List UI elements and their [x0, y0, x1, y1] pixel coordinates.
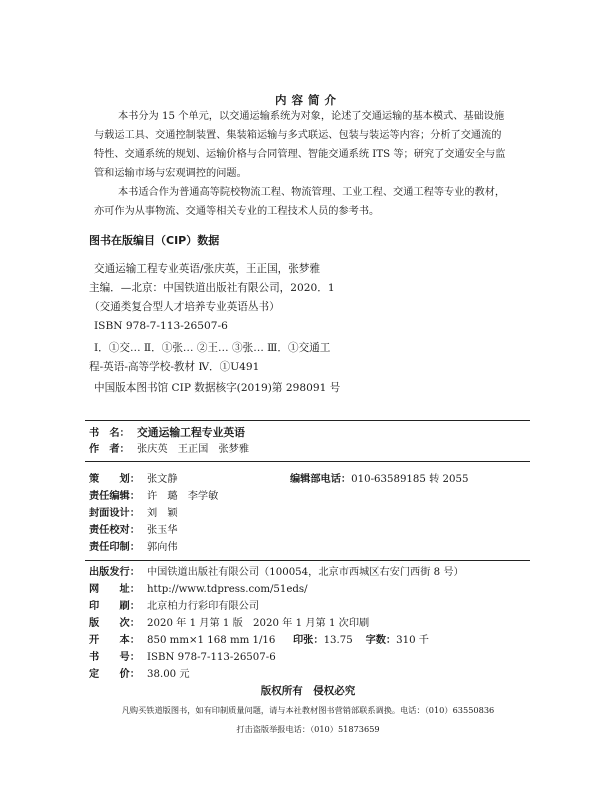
planner-value: 张文静: [147, 474, 178, 485]
price-row: [89, 668, 190, 682]
cover-design-row: [89, 507, 178, 521]
editorial-phone-value: 010-63589185 转 2055: [351, 474, 469, 485]
words-value: 310 千: [396, 635, 429, 646]
format-row: [89, 634, 429, 648]
intro-paragraph-2-line-2: 亦可作为从事物流、交通等相关专业的工程技术人员的参考书。: [94, 206, 380, 217]
edition-value: 2020 年 1 月第 1 版 2020 年 1 月第 1 次印刷: [147, 618, 370, 629]
edition-row: [89, 617, 369, 631]
sheets-value: 13.75: [323, 635, 353, 646]
cip-heading: 图书在版编目（CIP）数据: [89, 234, 220, 247]
format-value: 850 mm×1 168 mm 1/16: [147, 635, 276, 646]
cip-line: 主编．—北京：中国铁道出版社有限公司，2020．1: [89, 282, 335, 294]
intro-title: 内容简介: [275, 93, 341, 107]
cip-number: 中国版本图书馆 CIP 数据核字(2019)第 298091 号: [94, 382, 341, 394]
format-label: 开 本：: [89, 635, 140, 646]
book-author-value: 张庆英 王正国 张梦雅: [137, 444, 250, 455]
book-title-row: [89, 426, 245, 441]
planner-label: 策 划：: [89, 474, 140, 485]
intro-paragraph-1-line-4: 管和运输市场与宏观调控的问题。: [94, 168, 247, 179]
planner-row: [89, 473, 178, 487]
print-supervisor-row: [89, 541, 178, 555]
cover-design-label: 封面设计：: [89, 508, 140, 519]
website-row: [89, 583, 308, 597]
book-title-value: 交通运输工程专业英语: [137, 426, 245, 439]
isbn-row: [89, 651, 276, 665]
proofreader-value: 张玉华: [147, 525, 178, 536]
divider-line: [85, 560, 530, 561]
price-value: 38.00 元: [147, 669, 190, 680]
editor-label: 责任编辑：: [89, 491, 140, 502]
cip-line: （交通类复合型人才培养专业英语丛书）: [89, 301, 280, 313]
book-author-row: [89, 443, 249, 457]
quality-notice: 凡购买铁道版图书，如有印制质量问题，请与本社教材图书营销部联系调换。电话：（010）63550836: [121, 705, 495, 715]
editorial-phone-row: [290, 473, 468, 487]
proofreader-row: [89, 524, 178, 538]
print-supervisor-value: 郭向伟: [147, 542, 178, 553]
divider-line: [85, 461, 530, 462]
intro-paragraph-2-line-1: 本书适合作为普通高等院校物流工程、物流管理、工业工程、交通工程等专业的教材，: [118, 187, 506, 198]
editor-value: 许 璐 李学敏: [147, 491, 219, 502]
cip-line: 交通运输工程专业英语/张庆英，王正国，张梦雅: [94, 263, 321, 275]
printer-label: 印 刷：: [89, 601, 140, 612]
website-label: 网 址：: [89, 584, 140, 595]
isbn-label: 书 号：: [89, 652, 140, 663]
book-author-label: 作 者：: [89, 444, 130, 455]
print-supervisor-label: 责任印制：: [89, 542, 140, 553]
words-label: 字数：: [365, 635, 397, 646]
sheets-label: 印张：: [293, 635, 324, 646]
cover-design-value: 刘 颖: [147, 508, 178, 519]
printer-value: 北京柏力行彩印有限公司: [147, 601, 260, 612]
printer-row: [89, 600, 259, 614]
publisher-label: 出版发行：: [89, 567, 140, 578]
anti-piracy-hotline: 打击盗版举报电话：（010）51873659: [236, 724, 380, 734]
intro-paragraph-1-line-3: 特性、交通系统的规划、运输价格与合同管理、智能交通系统 ITS 等；研究了交通安全与监: [94, 149, 506, 160]
publisher-row: [89, 566, 464, 580]
intro-paragraph-1-line-2: 与载运工具、交通控制装置、集装箱运输与多式联运、包装与装运等内容；分析了交通流的: [94, 130, 502, 141]
proofreader-label: 责任校对：: [89, 525, 140, 536]
intro-paragraph-1-line-1: 本书分为 15 个单元，以交通运输系统为对象，论述了交通运输的基本模式、基础设施: [118, 111, 505, 122]
cip-classification-line-2: 程-英语-高等学校-教材 Ⅳ．①U491: [89, 361, 260, 373]
copyright-notice: 版权所有 侵权必究: [260, 685, 356, 697]
isbn-value: ISBN 978-7-113-26507-6: [147, 652, 276, 663]
divider-line: [85, 420, 530, 421]
cip-isbn: ISBN 978-7-113-26507-6: [94, 320, 228, 332]
website-value: http://www.tdpress.com/51eds/: [147, 584, 308, 595]
book-title-label: 书 名：: [89, 428, 130, 439]
publisher-value: 中国铁道出版社有限公司（100054，北京市西城区右安门西街 8 号）: [147, 567, 464, 578]
price-label: 定 价：: [89, 669, 140, 680]
editor-row: [89, 490, 218, 504]
editorial-phone-label: 编辑部电话：: [290, 474, 352, 485]
edition-label: 版 次：: [89, 618, 140, 629]
cip-classification-line-1: Ⅰ．①交… Ⅱ．①张… ②王… ③张… Ⅲ．①交通工: [94, 342, 331, 354]
